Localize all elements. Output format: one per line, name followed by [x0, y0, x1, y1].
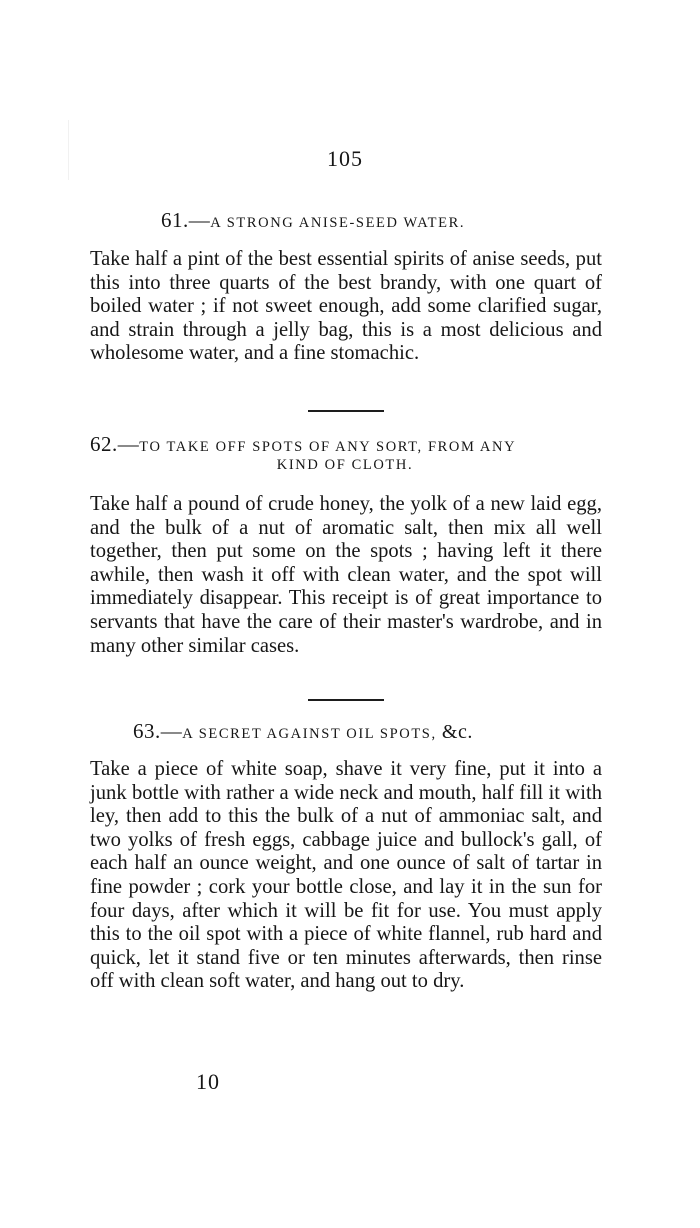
recipe-63-heading	[133, 719, 473, 744]
recipe-62-heading	[90, 432, 516, 457]
signature-mark: 10	[196, 1069, 220, 1094]
recipe-62-body: Take half a pound of crude honey, the yolk of a new laid egg, and the bulk of a nut of aromatic salt, then mix all well together, then put some on the spots ; having left it there awhile, then wash it off with clean water, and the spot will immediately disappear. This receipt is of great importance to servants that have the care of their master's wardrobe, and in many other similar cases.	[90, 493, 602, 657]
page-number: 105	[327, 146, 363, 171]
recipe-62-title-line1: TO TAKE OFF SPOTS OF ANY SORT, FROM ANY	[139, 439, 517, 455]
recipe-62-number: 62.—	[90, 432, 140, 456]
recipe-61-body: Take half a pint of the best essential spirits of anise seeds, put this into three quarts of the best brandy, with one quart of boiled water ; if not sweet enough, add some clarified sugar, and strain through a jelly bag, this is a most delicious and wholesome water, and a fine stomachic.	[90, 248, 602, 365]
recipe-63-body: Take a piece of white soap, shave it very fine, put it into a junk bottle with rather a wide neck and mouth, half fill it with ley, then add to this the bulk of a nut of ammoniac salt, and two yolks of fresh eggs, cabbage juice and bullock's gall, of each half an ounce weight, and one ounce of salt of tartar in fine powder ; cork your bottle close, and lay it in the sun for four days, after which it will be fit for use. You must apply this to the oil spot with a piece of white flannel, rub hard and quick, let it stand five or ten minutes afterwards, then rinse off with clean soft water, and hang out to dry.	[90, 758, 602, 993]
recipe-61-number: 61.—	[161, 208, 211, 232]
section-divider	[308, 410, 384, 412]
recipe-61-title: A STRONG ANISE-SEED WATER.	[210, 215, 466, 231]
recipe-63-title: A SECRET AGAINST OIL SPOTS,	[182, 726, 437, 742]
recipe-63-title-suffix: &c.	[441, 721, 473, 743]
section-divider	[308, 699, 384, 701]
recipe-62-title-line2: KIND OF CLOTH.	[276, 457, 414, 473]
recipe-63-number: 63.—	[133, 719, 183, 743]
recipe-61-heading	[161, 208, 465, 233]
